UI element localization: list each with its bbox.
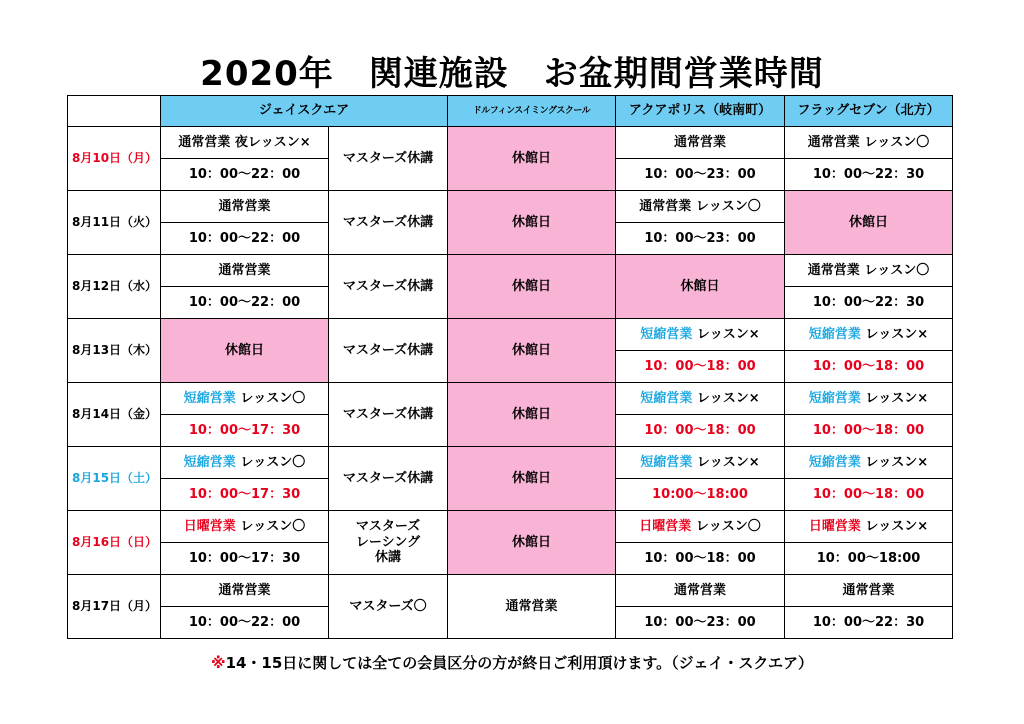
jsquare-time: 10：00～17：30 <box>161 543 329 575</box>
lesson-label: レッスン× <box>860 518 929 534</box>
flag-time: 10：00～18:00 <box>785 543 953 575</box>
status-label: 短縮営業 <box>808 390 861 406</box>
flag-status <box>785 447 953 479</box>
lesson-label: レッスン〇 <box>235 390 306 406</box>
date-cell: 8月11日（火） <box>68 191 161 255</box>
status-label: 短縮営業 <box>183 390 236 406</box>
header-dolphin: ドルフィンスイミングスクール <box>448 96 616 127</box>
jsquare-time: 10：00～17：30 <box>161 479 329 511</box>
aqua-cell: 休館日 <box>616 255 785 319</box>
jsquare-time: 10：00～22：00 <box>161 607 329 639</box>
header-jsquare: ジェイスクエア <box>161 96 448 127</box>
masters-cell: マスターズ休講 <box>329 383 448 447</box>
status-label: 短縮営業 <box>640 390 693 406</box>
flag-status: 通常営業 <box>785 575 953 607</box>
status-label: 短縮営業 <box>808 326 861 342</box>
dolphin-cell: 休館日 <box>448 255 616 319</box>
masters-cell <box>329 511 448 575</box>
lesson-label: レッスン〇 <box>691 518 761 534</box>
header-blank <box>68 96 161 127</box>
aqua-time: 10：00～23：00 <box>616 223 785 255</box>
jsquare-status: 通常営業 <box>161 255 329 287</box>
jsquare-time: 10：00～22：00 <box>161 287 329 319</box>
date-cell: 8月12日（水） <box>68 255 161 319</box>
dolphin-cell: 通常営業 <box>448 575 616 639</box>
jsquare-time: 10：00～17：30 <box>161 415 329 447</box>
status-label: 短縮営業 <box>640 454 693 470</box>
flag-status: 通常営業 レッスン〇 <box>785 255 953 287</box>
flag-time: 10：00～22：30 <box>785 287 953 319</box>
flag-time: 10：00～18：00 <box>785 479 953 511</box>
aqua-status <box>616 447 785 479</box>
aqua-status <box>616 511 785 543</box>
aqua-status <box>616 383 785 415</box>
dolphin-cell: 休館日 <box>448 447 616 511</box>
flag-time: 10：00～22：30 <box>785 159 953 191</box>
lesson-label: レッスン〇 <box>235 518 306 534</box>
aqua-time: 10：00～18：00 <box>616 351 785 383</box>
lesson-label: レッスン× <box>860 390 929 406</box>
jsquare-time: 10：00～22：00 <box>161 223 329 255</box>
masters-cell: マスターズ休講 <box>329 255 448 319</box>
aqua-time: 10：00～18：00 <box>616 543 785 575</box>
aqua-time: 10:00～18:00 <box>616 479 785 511</box>
aqua-time: 10：00～18：00 <box>616 415 785 447</box>
lesson-label: レッスン〇 <box>235 454 306 470</box>
date-cell: 8月10日（月） <box>68 127 161 191</box>
status-label: 短縮営業 <box>640 326 693 342</box>
header-flag: フラッグセブン（北方） <box>785 96 953 127</box>
dolphin-cell: 休館日 <box>448 511 616 575</box>
dolphin-cell: 休館日 <box>448 319 616 383</box>
status-label: 日曜営業 <box>639 518 692 534</box>
jsquare-status <box>161 447 329 479</box>
flag-status <box>785 383 953 415</box>
status-label: 日曜営業 <box>183 518 236 534</box>
flag-status: 通常営業 レッスン〇 <box>785 127 953 159</box>
date-cell: 8月14日（金） <box>68 383 161 447</box>
masters-line: 休講 <box>374 550 401 566</box>
jsquare-status <box>161 511 329 543</box>
note-mark: ※ <box>210 654 226 672</box>
date-cell: 8月15日（土） <box>68 447 161 511</box>
flag-time: 10：00～22：30 <box>785 607 953 639</box>
jsquare-time: 10：00～22：00 <box>161 159 329 191</box>
lesson-label: レッスン× <box>692 454 760 470</box>
jsquare-status: 通常営業 <box>161 575 329 607</box>
lesson-label: レッスン× <box>860 326 929 342</box>
masters-cell: マスターズ休講 <box>329 447 448 511</box>
page-title: 2020年 関連施設 お盆期間営業時間 <box>200 54 824 94</box>
flag-time: 10：00～18：00 <box>785 351 953 383</box>
masters-cell: マスターズ休講 <box>329 127 448 191</box>
jsquare-status: 通常営業 夜レッスン× <box>161 127 329 159</box>
masters-cell: マスターズ休講 <box>329 191 448 255</box>
date-cell: 8月13日（木） <box>68 319 161 383</box>
dolphin-cell: 休館日 <box>448 127 616 191</box>
flag-status <box>785 511 953 543</box>
flag-cell: 休館日 <box>785 191 953 255</box>
masters-line: マスターズ <box>355 519 421 535</box>
jsquare-status <box>161 383 329 415</box>
flag-status <box>785 319 953 351</box>
aqua-time: 10：00～23：00 <box>616 607 785 639</box>
jsquare-cell: 休館日 <box>161 319 329 383</box>
aqua-status <box>616 319 785 351</box>
jsquare-status: 通常営業 <box>161 191 329 223</box>
flag-time: 10：00～18：00 <box>785 415 953 447</box>
lesson-label: レッスン× <box>692 326 760 342</box>
note-text: 14・15日に関しては全ての会員区分の方が終日ご利用頂けます。（ジェイ・スクエア） <box>225 654 814 672</box>
status-label: 短縮営業 <box>183 454 236 470</box>
aqua-status: 通常営業 レッスン〇 <box>616 191 785 223</box>
aqua-time: 10：00～23：00 <box>616 159 785 191</box>
masters-line: レーシング <box>355 534 421 550</box>
lesson-label: レッスン× <box>692 390 760 406</box>
footnote <box>0 652 1024 673</box>
schedule-table <box>67 95 953 639</box>
masters-cell: マスターズ休講 <box>329 319 448 383</box>
masters-cell: マスターズ〇 <box>329 575 448 639</box>
status-label: 短縮営業 <box>808 454 861 470</box>
aqua-status: 通常営業 <box>616 127 785 159</box>
status-label: 日曜営業 <box>808 518 861 534</box>
header-aqua: アクアポリス（岐南町） <box>616 96 785 127</box>
dolphin-cell: 休館日 <box>448 383 616 447</box>
lesson-label: レッスン× <box>860 454 929 470</box>
date-cell: 8月17日（月） <box>68 575 161 639</box>
dolphin-cell: 休館日 <box>448 191 616 255</box>
date-cell: 8月16日（日） <box>68 511 161 575</box>
aqua-status: 通常営業 <box>616 575 785 607</box>
